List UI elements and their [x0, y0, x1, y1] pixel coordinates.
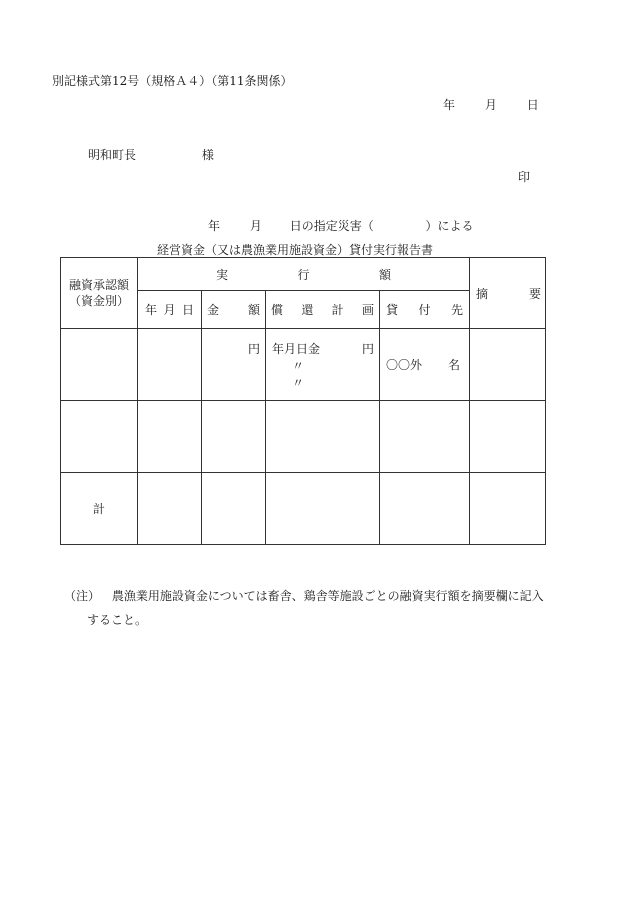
row2-repayment: [266, 401, 380, 473]
row1-lender: [380, 329, 470, 401]
subheader-repayment-char-4: 画: [361, 303, 374, 317]
row1-approved-amount: [61, 329, 138, 401]
date-year: 年: [443, 98, 456, 112]
table-row-total: [61, 473, 546, 545]
header-approved-amount-line2: （資金別）: [68, 294, 129, 308]
subject-rest: 日の指定災害（: [289, 219, 374, 233]
subject-close: ）による: [425, 219, 474, 233]
subheader-repayment-char-2: 還: [301, 303, 314, 317]
subheader-amount: [202, 291, 266, 329]
subheader-lender-char-3: 先: [450, 303, 463, 317]
addressee: [88, 146, 214, 163]
subheader-amount-char-1: 金: [207, 303, 220, 317]
row1-repayment-unit: 円: [362, 342, 375, 356]
note-line-2: すること。: [87, 613, 148, 627]
header-remarks-char-1: 摘: [476, 286, 489, 301]
row2-remarks: [470, 401, 546, 473]
loan-report-table: [60, 257, 546, 545]
subheader-repayment-char-3: 計: [331, 303, 344, 317]
total-remarks: [470, 473, 546, 545]
subheader-lender: [380, 291, 470, 329]
row1-lender-text: 〇〇外: [386, 358, 423, 372]
subheader-repayment-char-1: 償: [271, 303, 284, 317]
addressee-honorific: 様: [201, 148, 214, 162]
subject-month: 月: [249, 219, 262, 233]
subheader-amount-char-2: 額: [247, 303, 260, 317]
row1-repayment: [266, 329, 380, 401]
seal-mark: 印: [518, 170, 531, 184]
row1-ditto-1: 〃: [292, 359, 305, 373]
subheader-date-day: 日: [181, 303, 194, 317]
row1-date: [138, 329, 202, 401]
header-remarks-char-2: 要: [528, 286, 541, 301]
row2-approved-amount: [61, 401, 138, 473]
note-label: （注）: [64, 589, 101, 603]
subheader-date-year: 年: [145, 303, 158, 317]
row2-amount: [202, 401, 266, 473]
row1-amount: [202, 329, 266, 401]
header-exec-char-3: 額: [378, 267, 391, 282]
header-approved-amount-line1: 融資承認額: [68, 278, 129, 292]
subheader-lender-char-1: 貸: [386, 303, 399, 317]
addressee-mayor: 明和町長: [88, 148, 137, 162]
note-text-1: 農漁業用施設資金については畜舎、鶏舎等施設ごとの融資実行額を摘要欄に記入: [111, 589, 544, 603]
subheader-date-month: 月: [163, 303, 176, 317]
row1-remarks: [470, 329, 546, 401]
total-repayment: [266, 473, 380, 545]
total-lender: [380, 473, 470, 545]
note-line-1: [64, 587, 544, 604]
row1-repayment-text: 年月日金: [272, 342, 321, 356]
subheader-repayment: [266, 291, 380, 329]
row1-amount-unit: 円: [247, 342, 260, 356]
row1-lender-unit: 名: [447, 358, 460, 372]
document-title: 経営資金（又は農漁業用施設資金）貸付実行報告書: [157, 243, 434, 257]
subject-line-1: [208, 217, 474, 234]
table-row: [61, 329, 546, 401]
row1-ditto-2: 〃: [292, 376, 305, 390]
header-execution-amount: [138, 258, 470, 291]
total-date: [138, 473, 202, 545]
row2-lender: [380, 401, 470, 473]
header-exec-char-1: 実: [216, 267, 229, 282]
table-row: [61, 401, 546, 473]
total-amount: [202, 473, 266, 545]
header-exec-char-2: 行: [297, 267, 310, 282]
header-approved-amount: [61, 258, 138, 329]
total-label: 計: [61, 473, 138, 545]
date-line: [443, 96, 539, 113]
form-number: 別記様式第12号（規格Ａ４）（第11条関係）: [52, 74, 293, 88]
header-remarks: [470, 258, 546, 329]
date-month: 月: [484, 98, 497, 112]
date-day: 日: [526, 98, 539, 112]
subheader-lender-char-2: 付: [418, 303, 431, 317]
subheader-date: [138, 291, 202, 329]
subject-year: 年: [208, 219, 221, 233]
row2-date: [138, 401, 202, 473]
